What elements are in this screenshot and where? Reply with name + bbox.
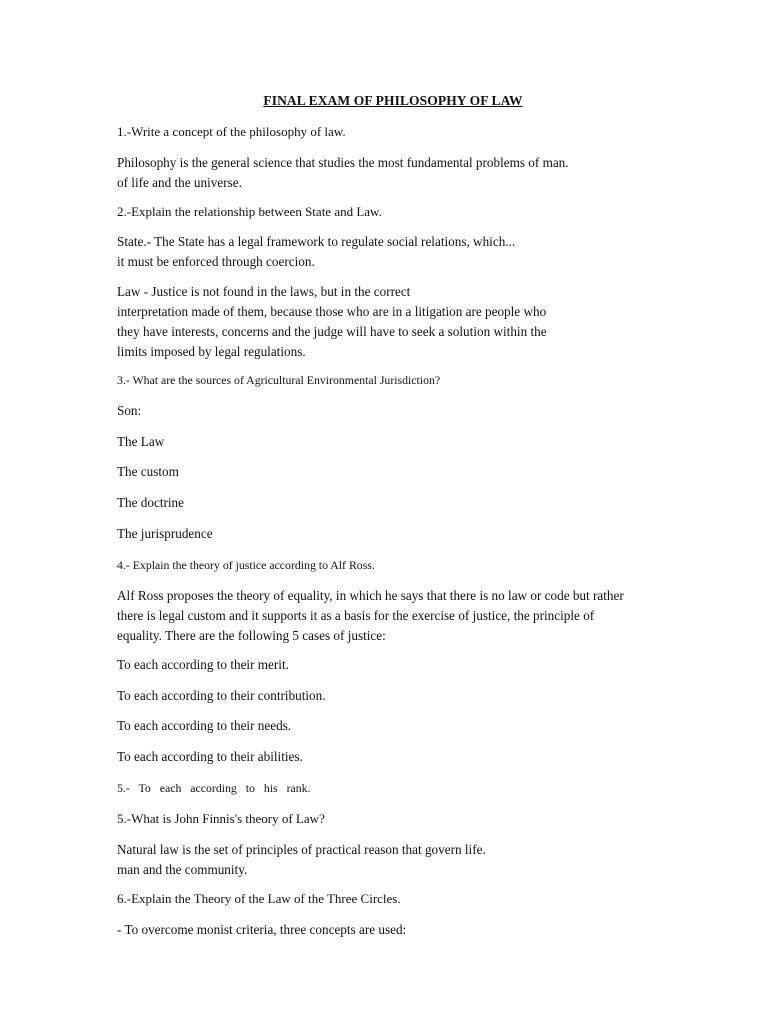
answer-1-line: of life and the universe. xyxy=(117,175,242,190)
answer-4 xyxy=(117,586,624,646)
question-2: 2.-Explain the relationship between State and Law. xyxy=(117,204,382,219)
justice-case: To each according to their abilities. xyxy=(117,749,303,764)
answer-2-law xyxy=(117,282,547,362)
answer-2-law-line: interpretation made of them, because those who are in a litigation are people who xyxy=(117,304,547,319)
answer-3-intro: Son: xyxy=(117,403,142,418)
answer-2-law-line: they have interests, concerns and the judge will have to seek a solution within the xyxy=(117,324,547,339)
question-4: 4.- Explain the theory of justice according to Alf Ross. xyxy=(117,558,375,572)
answer-1 xyxy=(117,153,569,193)
answer-4-line: there is legal custom and it supports it as a basis for the exercise of justice, the principle of xyxy=(117,608,595,623)
justice-case: To each according to their contribution. xyxy=(117,688,326,703)
answer-5 xyxy=(117,840,486,880)
answer-2-state-line: it must be enforced through coercion. xyxy=(117,254,315,269)
answer-2-law-line: Law - Justice is not found in the laws, but in the correct xyxy=(117,284,411,299)
answer-2-law-line: limits imposed by legal regulations. xyxy=(117,344,306,359)
justice-case: To each according to their merit. xyxy=(117,657,289,672)
answer-5-line: Natural law is the set of principles of practical reason that govern life. xyxy=(117,842,486,857)
justice-case: To each according to their needs. xyxy=(117,718,292,733)
answer-2-state xyxy=(117,232,515,272)
answer-4-line: Alf Ross proposes the theory of equality, in which he says that there is no law or code but rather xyxy=(117,588,624,603)
source-item: The jurisprudence xyxy=(117,526,213,541)
answer-5-line: man and the community. xyxy=(117,862,248,877)
justice-case-5: 5.- To each according to his rank. xyxy=(117,781,311,795)
question-5: 5.-What is John Finnis's theory of Law? xyxy=(117,811,325,826)
answer-1-line: Philosophy is the general science that studies the most fundamental problems of man. xyxy=(117,155,569,170)
answer-2-state-line: State.- The State has a legal framework to regulate social relations, which... xyxy=(117,234,516,249)
question-1: 1.-Write a concept of the philosophy of law. xyxy=(117,124,346,139)
question-6: 6.-Explain the Theory of the Law of the Three Circles. xyxy=(117,891,401,906)
source-item: The Law xyxy=(117,434,165,449)
answer-6: - To overcome monist criteria, three concepts are used: xyxy=(117,922,407,937)
question-3: 3.- What are the sources of Agricultural Environmental Jurisdiction? xyxy=(117,373,441,387)
source-item: The custom xyxy=(117,464,179,479)
document-title: FINAL EXAM OF PHILOSOPHY OF LAW xyxy=(263,93,523,108)
answer-4-line: equality. There are the following 5 cases of justice: xyxy=(117,628,386,643)
source-item: The doctrine xyxy=(117,495,185,510)
